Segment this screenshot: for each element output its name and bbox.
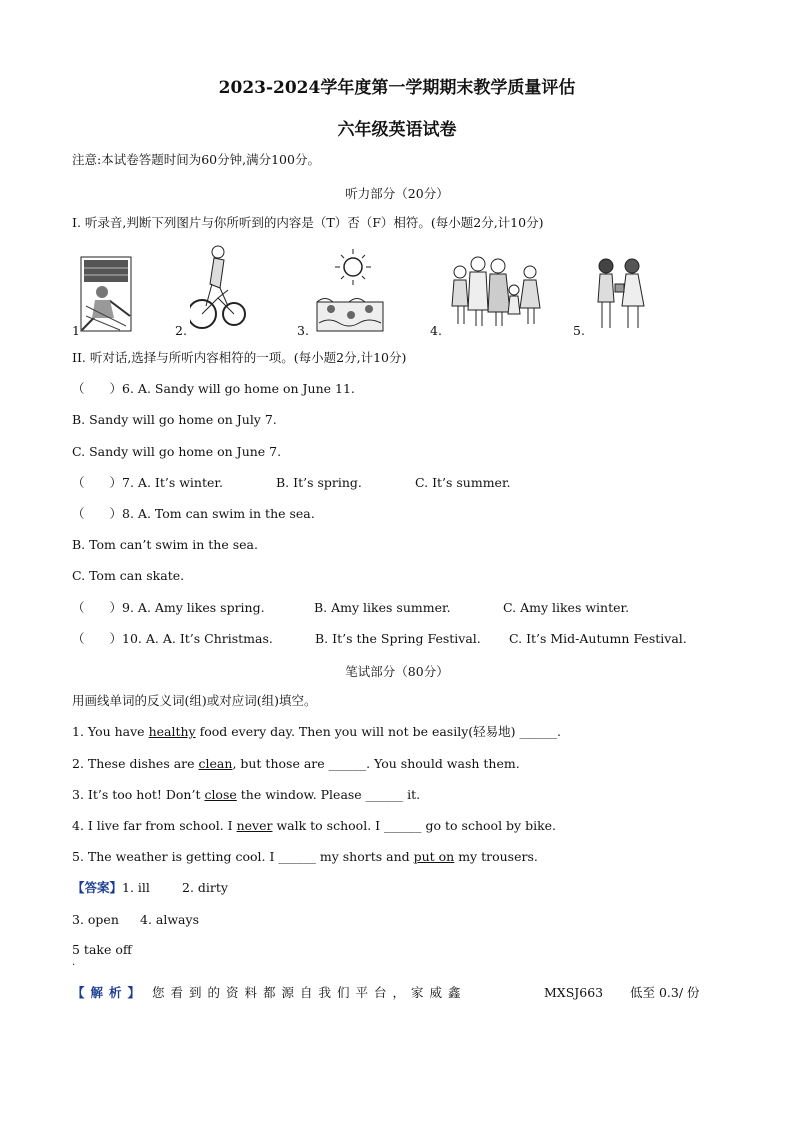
answer-bracket[interactable]: （ ） xyxy=(72,475,123,490)
underlined-word: never xyxy=(236,818,273,833)
answer-3: 3. open xyxy=(72,912,119,927)
part1-instruction: I. 听录音,判断下列图片与你所听到的内容是（T）否（F）相符。(每小题2分,计10分) xyxy=(72,215,544,230)
fill-question-2: 2. These dishes are clean, but those are ______. You should wash them. xyxy=(72,756,520,771)
option-b: B. Tom can’t swim in the sea. xyxy=(72,537,258,552)
answer-4: 4. always xyxy=(140,912,199,927)
swimming-picture xyxy=(315,247,385,333)
question-8 xyxy=(72,506,315,522)
question-10 xyxy=(72,631,712,647)
option-a: 9. A. Amy likes spring. xyxy=(122,600,265,615)
part2-instruction: II. 听对话,选择与所听内容相符的一项。(每小题2分,计10分) xyxy=(72,350,407,365)
underlined-word: clean xyxy=(198,756,233,771)
writing-heading: 笔试部分（80分） xyxy=(345,664,449,679)
analysis-label: 【解析】 xyxy=(72,985,147,1000)
picture-number: 4. xyxy=(430,323,442,338)
underlined-word: put on xyxy=(413,849,455,864)
option-a: 7. A. It’s winter. xyxy=(122,475,223,490)
picture-number: 1 xyxy=(72,323,80,338)
option-a: 6. A. Sandy will go home on June 11. xyxy=(122,381,355,396)
question-6 xyxy=(72,381,355,397)
option-c: C. It’s summer. xyxy=(415,475,511,490)
option-b: B. Sandy will go home on July 7. xyxy=(72,412,277,427)
answer-bracket[interactable]: （ ） xyxy=(72,631,123,646)
question-7 xyxy=(72,475,712,491)
fill-question-3: 3. It’s too hot! Don’t close the window. Please ______ it. xyxy=(72,787,421,802)
underlined-word: healthy xyxy=(148,724,196,739)
exam-title: 2023-2024学年度第一学期期末教学质量评估 xyxy=(218,78,576,98)
option-b: B. It’s spring. xyxy=(276,475,362,490)
answer-bracket[interactable]: （ ） xyxy=(72,600,123,615)
picture-number: 3. xyxy=(297,323,309,338)
answer-label: 【答案】 xyxy=(72,880,123,895)
option-b: B. It’s the Spring Festival. xyxy=(315,631,481,646)
reading-room-picture xyxy=(80,256,132,332)
answer-line-1 xyxy=(72,880,228,896)
exam-note: 注意:本试卷答题时间为60分钟,满分100分。 xyxy=(72,152,320,167)
option-c: C. It’s Mid-Autumn Festival. xyxy=(509,631,687,646)
analysis-price: 低至 0.3/ 份 xyxy=(630,985,700,1000)
answer-line-2 xyxy=(72,912,272,928)
family-picture xyxy=(448,250,544,330)
analysis-text: 您看到的资料都源自我们平台，家威鑫 xyxy=(152,985,467,1000)
analysis-line xyxy=(72,985,722,1001)
picture-number: 2. xyxy=(175,323,187,338)
exam-subtitle: 六年级英语试卷 xyxy=(337,120,457,140)
writing-instruction: 用画线单词的反义词(组)或对应词(组)填空。 xyxy=(72,693,317,708)
option-c: C. Tom can skate. xyxy=(72,568,185,583)
answer-dot: . xyxy=(72,957,76,968)
option-c: C. Amy likes winter. xyxy=(503,600,630,615)
option-a: 10. A. A. It’s Christmas. xyxy=(122,631,273,646)
answer-bracket[interactable]: （ ） xyxy=(72,506,123,521)
underlined-word: close xyxy=(204,787,237,802)
answer-bracket[interactable]: （ ） xyxy=(72,381,123,396)
answer-2: 2. dirty xyxy=(182,880,228,895)
option-a: 8. A. Tom can swim in the sea. xyxy=(122,506,315,521)
fill-question-5: 5. The weather is getting cool. I ______ my shorts and put on my trousers. xyxy=(72,849,538,864)
analysis-code: MXSJ663 xyxy=(544,985,604,1000)
answer-5: 5 take off xyxy=(72,942,132,957)
fill-question-1: 1. You have healthy food every day. Then you will not be easily(轻易地) ______. xyxy=(72,724,561,739)
listening-heading: 听力部分（20分） xyxy=(345,186,449,201)
option-b: B. Amy likes summer. xyxy=(314,600,451,615)
question-9 xyxy=(72,600,712,616)
fill-question-4: 4. I live far from school. I never walk to school. I ______ go to school by bike. xyxy=(72,818,557,833)
answer-1: 1. ill xyxy=(122,880,150,895)
gift-picture xyxy=(592,254,648,332)
option-c: C. Sandy will go home on June 7. xyxy=(72,444,282,459)
picture-number: 5. xyxy=(573,323,585,338)
cycling-picture xyxy=(190,244,246,332)
